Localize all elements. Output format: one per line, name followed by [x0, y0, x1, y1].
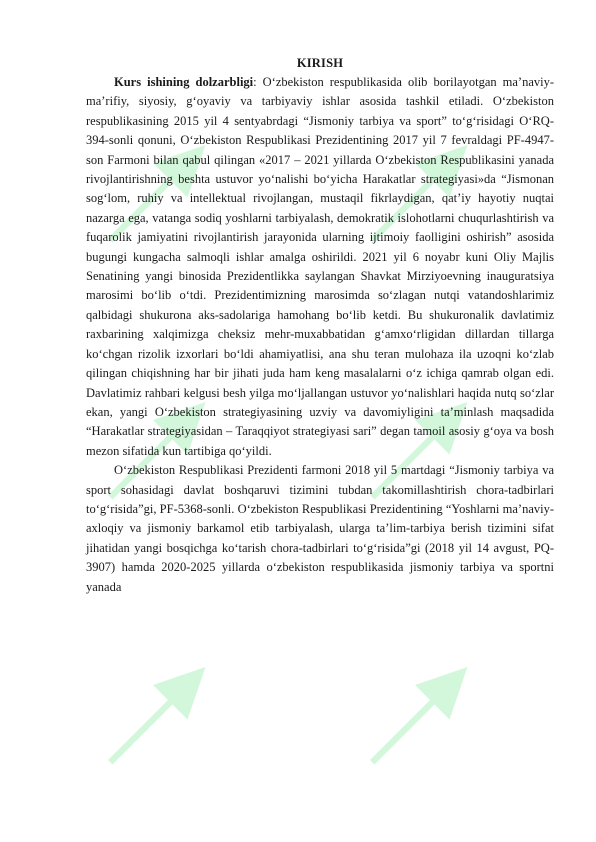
- section-heading: KIRISH: [296, 56, 344, 70]
- paragraph-decrees: O‘zbekiston Respublikasi Prezidenti farmoni 2018 yil 5 martdagi “Jismoniy tarbiya va sport sohasidagi davlat boshqaruvi tizimini tubdan takomillashtirish chora-tadbirlari to‘g‘risida”gi, PF-5368-sonli. O‘zbekiston Respublikasi Prezidentining “Yoshlarni ma’naviy-axloqiy va jismoniy barkamol etib tarbiyalash, ularga ta’lim-tarbiya berish tizimini sifat jihatidan yangi bosqichga ko‘tarish chora-tadbirlari to‘g‘risida”gi (2018 yil 14 avgust, PQ-3907) hamda 2020-2025 yillarda o‘zbekiston respublikasida jismoniy tarbiya va sportni yanada: [86, 463, 554, 594]
- paragraph-text: : O‘zbekiston respublikasida olib borilayotgan ma’naviy-ma’rifiy, siyosiy, g‘oyaviy va tarbiyaviy ishlar asosida tashkil etiladi. O‘zbekiston respublikasining 2015 yil 4 sentyabrdagi “Jismoniy tarbiya va sport” to‘g‘risidagi O‘RQ-394-sonli qonuni, O‘zbekiston Respublikasi Prezidentining 2017 yil 7 fevraldagi PF-4947-son Farmoni bilan qabul qilingan «2017 – 2021 yillarda O‘zbekiston Respublikasini yanada rivojlantirishning beshta ustuvor yo‘nalishi bo‘yicha Harakatlar strategiyasi»da “Jismonan sog‘lom, ruhiy va intellektual rivojlangan, mustaqil fikrlaydigan, qat’iy hayotiy nuqtai nazarga ega, vatanga sodiq yoshlarni tarbiyalash, demokratik islohotlarni chuqurlashtirish va fuqarolik jamiyatini rivojlantirish jarayonida ularning ijtimoiy faolligini oshirish” asosida bugungi kungacha salmoqli ishlar amalga oshirildi. 2021 yil 6 noyabr kuni Oliy Majlis Senatining yangi binosida Prezidentlikka saylangan Shavkat Mirziyoevning inauguratsiya marosimi bo‘lib o‘tdi. Prezidentimizning marosimda so‘zlagan nutqi vatandoshlarimiz qalbidagi shukurona aks-sadolariga hamohang bo‘lib ketdi. Bu shukuronalik davlatimiz raxbarining xalqimizga cheksiz mehr-muxabbatidan g‘amxo‘rligidan dillardan tillarga ko‘chgan rizolik izxorlari bo‘ldi ahamiyatlisi, ana shu teran mulohaza ila uzoqni ko‘zlab qilingan chiqishning har bir jihati juda ham keng masalalarni o‘z ichiga qamrab olgan edi. Davlatimiz rahbari kelgusi besh yilga mo‘ljallangan ustuvor yo‘nalishlari haqida nutq so‘zlar ekan, yangi O‘zbekiston strategiyasining uzviy va davomiyligini ta’minlash maqsadida “Harakatlar strategiyasidan – Taraqqiyot strategiyasi sari” degan tamoil asosiy g‘oya va bosh mezon sifatida kun tartibiga qo‘yildi.: [86, 75, 554, 458]
- paragraph-relevance: [86, 73, 554, 461]
- paragraph-lead: Kurs ishining dolzarbligi: [114, 75, 254, 89]
- watermark-arrow-icon: [78, 640, 228, 790]
- document-body: [86, 56, 554, 597]
- watermark-arrow-icon: [340, 640, 490, 790]
